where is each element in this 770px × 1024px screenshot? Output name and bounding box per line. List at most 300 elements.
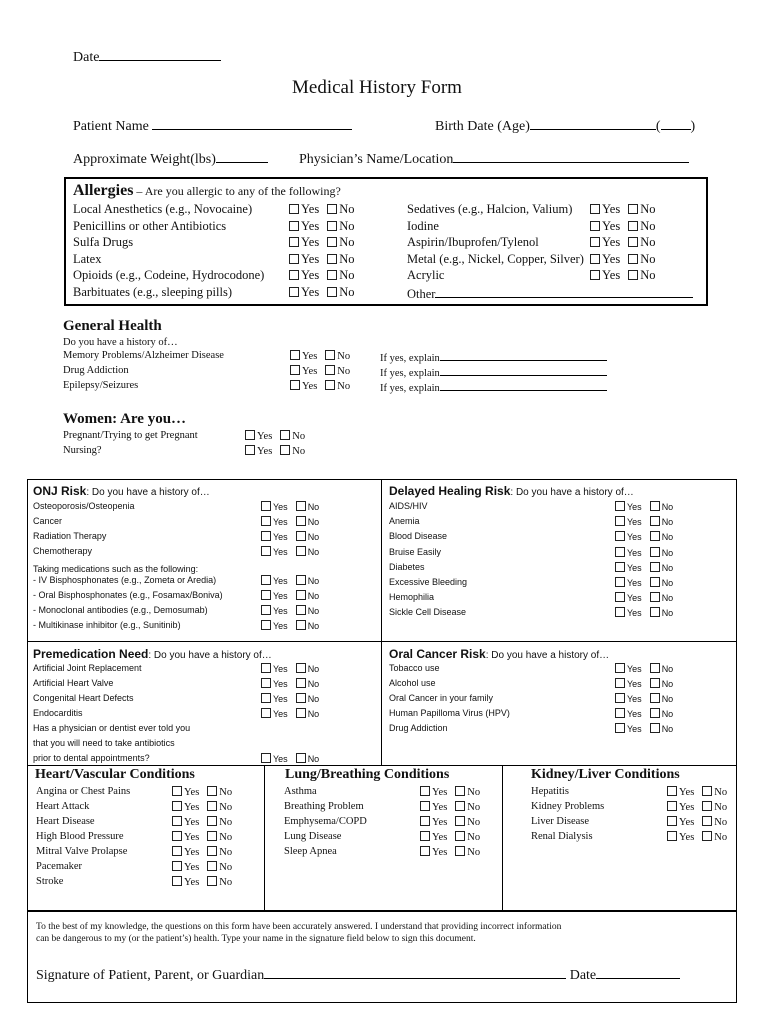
no-checkbox[interactable]	[296, 693, 306, 703]
yes-checkbox[interactable]	[172, 801, 182, 811]
no-label: No	[661, 517, 674, 528]
no-checkbox[interactable]	[650, 501, 660, 511]
lung-asthma-yes-option[interactable]	[420, 786, 447, 798]
no-checkbox[interactable]	[325, 350, 335, 360]
yes-checkbox[interactable]	[172, 861, 182, 871]
yes-label: Yes	[184, 787, 200, 798]
yes-checkbox[interactable]	[261, 501, 271, 511]
lung-title: Lung/Breathing Conditions	[285, 767, 450, 782]
yes-checkbox[interactable]	[667, 816, 677, 826]
premed-endocarditis-no-option[interactable]	[296, 708, 320, 719]
no-checkbox[interactable]	[650, 516, 660, 526]
premed-antibiotics-yes-option[interactable]	[261, 753, 288, 764]
kidney-renal-dialysis-yes-option[interactable]	[667, 831, 694, 843]
yes-checkbox[interactable]	[261, 693, 271, 703]
yes-checkbox[interactable]	[261, 575, 271, 585]
allergy-penicillins-or-other-antibiotics-yes-option[interactable]	[289, 219, 319, 234]
heart-angina-or-chest-pains-yes-option[interactable]	[172, 786, 199, 798]
no-checkbox[interactable]	[650, 723, 660, 733]
delayed-aids-hiv-no-option[interactable]	[650, 501, 674, 512]
allergy-iodine-yes-option[interactable]	[590, 219, 620, 234]
no-checkbox[interactable]	[628, 237, 638, 247]
allergy-sedatives-e-g-halcion-valium-no-option[interactable]	[628, 202, 655, 217]
delayed-excessive-bleeding-no-option[interactable]	[650, 577, 674, 588]
heart-high-blood-pressure-yes-option[interactable]	[172, 831, 199, 843]
kidney-renal-dialysis-no-option[interactable]	[702, 831, 727, 843]
oral-drug-addiction-no-option[interactable]	[650, 723, 674, 734]
no-checkbox[interactable]	[325, 365, 335, 375]
heart-stroke-no-option[interactable]	[207, 876, 232, 888]
signature-date-line[interactable]	[596, 966, 680, 979]
no-checkbox[interactable]	[702, 831, 712, 841]
no-checkbox[interactable]	[296, 575, 306, 585]
oral-oral-cancer-in-your-family-yes-no	[615, 693, 681, 704]
no-checkbox[interactable]	[296, 501, 306, 511]
no-checkbox[interactable]	[207, 846, 217, 856]
general-epilepsy-seizures-no-option[interactable]	[325, 380, 350, 392]
premed-congenital-heart-defects-no-option[interactable]	[296, 693, 320, 704]
delayed-sickle-cell-disease-no-option[interactable]	[650, 607, 674, 618]
yes-checkbox[interactable]	[172, 846, 182, 856]
general-epilepsy-seizures-yes-option[interactable]	[290, 380, 317, 392]
yes-checkbox[interactable]	[615, 723, 625, 733]
oral-tobacco-use-no-option[interactable]	[650, 663, 674, 674]
premed-endocarditis-yes-option[interactable]	[261, 708, 288, 719]
yes-checkbox[interactable]	[290, 350, 300, 360]
yes-checkbox[interactable]	[615, 663, 625, 673]
yes-checkbox[interactable]	[261, 605, 271, 615]
yes-checkbox[interactable]	[261, 590, 271, 600]
no-checkbox[interactable]	[650, 577, 660, 587]
no-checkbox[interactable]	[207, 801, 217, 811]
delayed-diabetes-no-option[interactable]	[650, 562, 674, 573]
heart-pacemaker-yes-option[interactable]	[172, 861, 199, 873]
allergy-barbituates-e-g-sleeping-pills-yes-option[interactable]	[289, 285, 319, 300]
premed-antibiotics-no-option[interactable]	[296, 753, 320, 764]
onj-cancer-yes-option[interactable]	[261, 516, 288, 527]
lung-asthma-no-option[interactable]	[455, 786, 480, 798]
yes-checkbox[interactable]	[590, 270, 600, 280]
yes-checkbox[interactable]	[290, 380, 300, 390]
onj-osteoporosis-osteopenia-no-option[interactable]	[296, 501, 320, 512]
no-checkbox[interactable]	[327, 254, 337, 264]
yes-checkbox[interactable]	[261, 620, 271, 630]
onj-med-multikinase-inhibitor-e-g-sunitinib-yes-option[interactable]	[261, 620, 288, 631]
yes-checkbox[interactable]	[172, 786, 182, 796]
no-checkbox[interactable]	[296, 663, 306, 673]
no-label: No	[219, 787, 233, 798]
kidney-kidney-problems-no-option[interactable]	[702, 801, 727, 813]
yes-checkbox[interactable]	[290, 365, 300, 375]
kidney-liver-disease-label: Liver Disease	[531, 816, 590, 827]
lung-sleep-apnea-no-option[interactable]	[455, 846, 480, 858]
no-label: No	[307, 532, 320, 542]
yes-checkbox[interactable]	[615, 531, 625, 541]
lung-lung-disease-yes-option[interactable]	[420, 831, 447, 843]
heart-heart-attack-yes-option[interactable]	[172, 801, 199, 813]
women-nursing-yes-option[interactable]	[245, 445, 272, 457]
women-pregnant-trying-to-get-pregnant-no-option[interactable]	[280, 430, 305, 442]
allergy-metal-e-g-nickel-copper-silver-no-option[interactable]	[628, 252, 655, 267]
weight-line[interactable]	[216, 150, 268, 163]
delayed-hemophilia-yes-option[interactable]	[615, 592, 642, 603]
yes-checkbox[interactable]	[590, 237, 600, 247]
onj-med-oral-bisphosphonates-e-g-fosamax-boniva-yes-option[interactable]	[261, 590, 288, 601]
heart-heart-attack-no-option[interactable]	[207, 801, 232, 813]
oral-drug-addiction-yes-option[interactable]	[615, 723, 642, 734]
signature-line[interactable]	[264, 966, 566, 979]
allergy-barbituates-e-g-sleeping-pills-no-option[interactable]	[327, 285, 354, 300]
oral-oral-cancer-in-your-family-yes-option[interactable]	[615, 693, 642, 704]
oral-tobacco-use-yes-option[interactable]	[615, 663, 642, 674]
heart-pacemaker-no-option[interactable]	[207, 861, 232, 873]
heart-stroke-yes-option[interactable]	[172, 876, 199, 888]
allergy-acrylic-no-option[interactable]	[628, 268, 655, 283]
yes-checkbox[interactable]	[261, 753, 271, 763]
allergies-title: Allergies	[73, 182, 134, 199]
no-checkbox[interactable]	[455, 846, 465, 856]
physician-field[interactable]	[299, 150, 689, 168]
lung-emphysema-copd-no-option[interactable]	[455, 816, 480, 828]
no-checkbox[interactable]	[207, 831, 217, 841]
kidney-title: Kidney/Liver Conditions	[531, 767, 680, 782]
allergy-latex-yes-option[interactable]	[289, 252, 319, 267]
delayed-anemia-no-option[interactable]	[650, 516, 674, 527]
allergy-local-anesthetics-e-g-novocaine-no-option[interactable]	[327, 202, 354, 217]
no-checkbox[interactable]	[207, 816, 217, 826]
yes-checkbox[interactable]	[420, 846, 430, 856]
premed-artificial-joint-replacement-no-option[interactable]	[296, 663, 320, 674]
onj-osteoporosis-osteopenia-yes-option[interactable]	[261, 501, 288, 512]
physician-label: Physician’s Name/Location	[299, 152, 454, 167]
kidney-hepatitis-yes-option[interactable]	[667, 786, 694, 798]
onj-med-monoclonal-antibodies-e-g-demosumab-label: - Monoclonal antibodies (e.g., Demosumab)	[33, 605, 208, 615]
no-checkbox[interactable]	[207, 786, 217, 796]
yes-checkbox[interactable]	[420, 786, 430, 796]
age-line[interactable]	[661, 117, 691, 130]
no-label: No	[219, 862, 233, 873]
allergy-sulfa-drugs-label: Sulfa Drugs	[73, 235, 134, 250]
yes-label: Yes	[184, 802, 200, 813]
yes-checkbox[interactable]	[289, 287, 299, 297]
yes-checkbox[interactable]	[261, 516, 271, 526]
explain-field[interactable]	[380, 350, 607, 364]
no-checkbox[interactable]	[650, 547, 660, 557]
onj-med-iv-bisphosphonates-e-g-zometa-or-aredia-yes-option[interactable]	[261, 575, 288, 586]
yes-checkbox[interactable]	[245, 430, 255, 440]
women-nursing-yes-no	[245, 445, 313, 457]
heart-stroke-yes-no	[172, 876, 240, 888]
no-checkbox[interactable]	[650, 607, 660, 617]
date-field[interactable]	[73, 48, 221, 66]
no-checkbox[interactable]	[650, 693, 660, 703]
onj-radiation-therapy-yes-option[interactable]	[261, 531, 288, 542]
delayed-hemophilia-no-option[interactable]	[650, 592, 674, 603]
no-checkbox[interactable]	[296, 590, 306, 600]
onj-header	[33, 482, 210, 500]
yes-checkbox[interactable]	[667, 801, 677, 811]
delayed-aids-hiv-yes-option[interactable]	[615, 501, 642, 512]
explain-line[interactable]	[440, 350, 607, 361]
no-checkbox[interactable]	[325, 380, 335, 390]
allergy-penicillins-or-other-antibiotics-label: Penicillins or other Antibiotics	[73, 218, 227, 233]
yes-checkbox[interactable]	[667, 786, 677, 796]
delayed-aids-hiv-yes-no	[615, 501, 681, 512]
yes-checkbox[interactable]	[590, 204, 600, 214]
onj-chemotherapy-no-option[interactable]	[296, 546, 320, 557]
no-checkbox[interactable]	[280, 445, 290, 455]
allergy-local-anesthetics-e-g-novocaine-yes-option[interactable]	[289, 202, 319, 217]
delayed-sickle-cell-disease-yes-option[interactable]	[615, 607, 642, 618]
onj-med-multikinase-inhibitor-e-g-sunitinib-no-option[interactable]	[296, 620, 320, 631]
allergy-sedatives-e-g-halcion-valium-label: Sedatives (e.g., Halcion, Valium)	[407, 202, 573, 216]
allergy-aspirin-ibuprofen-tylenol-yes-option[interactable]	[590, 235, 620, 250]
no-checkbox[interactable]	[650, 663, 660, 673]
no-checkbox[interactable]	[455, 786, 465, 796]
yes-checkbox[interactable]	[615, 693, 625, 703]
delayed-bruise-easily-yes-option[interactable]	[615, 547, 642, 558]
no-checkbox[interactable]	[650, 531, 660, 541]
no-label: No	[307, 547, 320, 557]
date-line[interactable]	[99, 48, 221, 61]
delayed-hemophilia-yes-no	[615, 592, 681, 603]
yes-checkbox[interactable]	[172, 816, 182, 826]
kidney-liver-disease-yes-option[interactable]	[667, 816, 694, 828]
allergy-opioids-e-g-codeine-hydrocodone-yes-option[interactable]	[289, 268, 319, 283]
oral-human-papilloma-virus-hpv-yes-option[interactable]	[615, 708, 642, 719]
no-checkbox[interactable]	[327, 204, 337, 214]
onj-med-monoclonal-antibodies-e-g-demosumab-no-option[interactable]	[296, 605, 320, 616]
allergy-iodine-no-option[interactable]	[628, 219, 655, 234]
yes-checkbox[interactable]	[289, 221, 299, 231]
no-checkbox[interactable]	[702, 816, 712, 826]
heart-heart-disease-no-option[interactable]	[207, 816, 232, 828]
general-memory-problems-alzheimer-disease-yes-option[interactable]	[290, 350, 317, 362]
allergy-other-line[interactable]	[435, 285, 693, 298]
lung-sleep-apnea-yes-option[interactable]	[420, 846, 447, 858]
no-label: No	[219, 817, 233, 828]
patient-name-field[interactable]	[73, 117, 352, 135]
explain-line[interactable]	[440, 380, 607, 391]
premed-congenital-heart-defects-yes-option[interactable]	[261, 693, 288, 704]
no-checkbox[interactable]	[628, 204, 638, 214]
delayed-bruise-easily-no-option[interactable]	[650, 547, 674, 558]
allergy-opioids-e-g-codeine-hydrocodone-no-option[interactable]	[327, 268, 354, 283]
oral-oral-cancer-in-your-family-no-option[interactable]	[650, 693, 674, 704]
allergy-sulfa-drugs-no-option[interactable]	[327, 235, 354, 250]
allergy-sulfa-drugs-yes-option[interactable]	[289, 235, 319, 250]
no-checkbox[interactable]	[455, 816, 465, 826]
heart-mitral-valve-prolapse-yes-option[interactable]	[172, 846, 199, 858]
lung-breathing-problem-yes-option[interactable]	[420, 801, 447, 813]
signature-date-label: Date	[569, 968, 597, 983]
allergy-acrylic-yes-option[interactable]	[590, 268, 620, 283]
oral-header	[389, 645, 609, 663]
allergy-aspirin-ibuprofen-tylenol-no-option[interactable]	[628, 235, 655, 250]
heart-stroke-label: Stroke	[36, 876, 64, 887]
heart-angina-or-chest-pains-no-option[interactable]	[207, 786, 232, 798]
premed-artificial-joint-replacement-yes-option[interactable]	[261, 663, 288, 674]
yes-checkbox[interactable]	[172, 831, 182, 841]
yes-label: Yes	[627, 724, 642, 734]
yes-checkbox[interactable]	[420, 831, 430, 841]
yes-checkbox[interactable]	[420, 801, 430, 811]
allergy-penicillins-or-other-antibiotics-no-option[interactable]	[327, 219, 354, 234]
risk-grid-vdivider	[381, 479, 382, 766]
lung-lung-disease-no-option[interactable]	[455, 831, 480, 843]
no-label: No	[339, 235, 355, 250]
yes-checkbox[interactable]	[615, 577, 625, 587]
heart-high-blood-pressure-no-option[interactable]	[207, 831, 232, 843]
birth-date-line[interactable]	[530, 117, 656, 130]
yes-checkbox[interactable]	[172, 876, 182, 886]
yes-checkbox[interactable]	[420, 816, 430, 826]
birth-date-field[interactable]: Birth Date (Age) ( )	[435, 119, 696, 134]
no-checkbox[interactable]	[455, 831, 465, 841]
yes-checkbox[interactable]	[615, 501, 625, 511]
no-checkbox[interactable]	[207, 861, 217, 871]
premed-artificial-heart-valve-yes-option[interactable]	[261, 678, 288, 689]
no-checkbox[interactable]	[296, 620, 306, 630]
delayed-excessive-bleeding-yes-option[interactable]	[615, 577, 642, 588]
explain-field[interactable]	[380, 365, 607, 379]
general-drug-addiction-yes-option[interactable]	[290, 365, 317, 377]
no-checkbox[interactable]	[327, 270, 337, 280]
general-memory-problems-alzheimer-disease-no-option[interactable]	[325, 350, 350, 362]
allergy-acrylic-yes-no	[590, 268, 663, 283]
yes-checkbox[interactable]	[289, 204, 299, 214]
yes-checkbox[interactable]	[615, 708, 625, 718]
yes-checkbox[interactable]	[261, 678, 271, 688]
yes-checkbox[interactable]	[289, 254, 299, 264]
heart-heart-disease-yes-option[interactable]	[172, 816, 199, 828]
weight-field[interactable]	[73, 150, 268, 168]
allergy-other-field[interactable]	[407, 285, 693, 302]
general-health-title: General Health	[63, 318, 162, 334]
onj-med-oral-bisphosphonates-e-g-fosamax-boniva-no-option[interactable]	[296, 590, 320, 601]
oral-human-papilloma-virus-hpv-no-option[interactable]	[650, 708, 674, 719]
delayed-diabetes-yes-option[interactable]	[615, 562, 642, 573]
allergy-latex-no-option[interactable]	[327, 252, 354, 267]
yes-label: Yes	[432, 802, 448, 813]
onj-med-monoclonal-antibodies-e-g-demosumab-yes-option[interactable]	[261, 605, 288, 616]
yes-label: Yes	[184, 877, 200, 888]
yes-label: Yes	[184, 862, 200, 873]
delayed-blood-disease-yes-option[interactable]	[615, 531, 642, 542]
oral-alcohol-use-yes-option[interactable]	[615, 678, 642, 689]
no-checkbox[interactable]	[327, 287, 337, 297]
no-checkbox[interactable]	[207, 876, 217, 886]
yes-checkbox[interactable]	[261, 663, 271, 673]
onj-chemotherapy-yes-option[interactable]	[261, 546, 288, 557]
physician-line[interactable]	[453, 150, 689, 163]
allergy-metal-e-g-nickel-copper-silver-yes-option[interactable]	[590, 252, 620, 267]
conditions-divider-2	[502, 765, 503, 911]
no-checkbox[interactable]	[628, 270, 638, 280]
yes-checkbox[interactable]	[667, 831, 677, 841]
no-checkbox[interactable]	[327, 237, 337, 247]
general-memory-problems-alzheimer-disease-yes-no	[290, 350, 358, 362]
no-checkbox[interactable]	[296, 678, 306, 688]
oral-alcohol-use-no-option[interactable]	[650, 678, 674, 689]
lung-breathing-problem-no-option[interactable]	[455, 801, 480, 813]
delayed-anemia-yes-option[interactable]	[615, 516, 642, 527]
allergy-opioids-e-g-codeine-hydrocodone-label: Opioids (e.g., Codeine, Hydrocodone)	[73, 268, 265, 283]
yes-checkbox[interactable]	[261, 546, 271, 556]
yes-checkbox[interactable]	[261, 708, 271, 718]
no-checkbox[interactable]	[296, 753, 306, 763]
no-checkbox[interactable]	[296, 708, 306, 718]
general-drug-addiction-no-option[interactable]	[325, 365, 350, 377]
no-label: No	[219, 847, 233, 858]
no-checkbox[interactable]	[650, 708, 660, 718]
signature-field[interactable]	[36, 966, 680, 984]
yes-label: Yes	[602, 202, 621, 216]
women-nursing-no-option[interactable]	[280, 445, 305, 457]
no-checkbox[interactable]	[650, 592, 660, 602]
premed-artificial-heart-valve-no-option[interactable]	[296, 678, 320, 689]
allergy-sedatives-e-g-halcion-valium-yes-option[interactable]	[590, 202, 620, 217]
yes-checkbox[interactable]	[289, 270, 299, 280]
women-pregnant-trying-to-get-pregnant-yes-option[interactable]	[245, 430, 272, 442]
no-checkbox[interactable]	[327, 221, 337, 231]
heart-mitral-valve-prolapse-no-option[interactable]	[207, 846, 232, 858]
yes-checkbox[interactable]	[245, 445, 255, 455]
yes-checkbox[interactable]	[590, 254, 600, 264]
no-checkbox[interactable]	[628, 254, 638, 264]
no-checkbox[interactable]	[628, 221, 638, 231]
no-checkbox[interactable]	[296, 546, 306, 556]
onj-radiation-therapy-no-option[interactable]	[296, 531, 320, 542]
lung-emphysema-copd-yes-option[interactable]	[420, 816, 447, 828]
delayed-blood-disease-no-option[interactable]	[650, 531, 674, 542]
yes-checkbox[interactable]	[615, 547, 625, 557]
kidney-kidney-problems-yes-option[interactable]	[667, 801, 694, 813]
kidney-liver-disease-no-option[interactable]	[702, 816, 727, 828]
no-checkbox[interactable]	[296, 605, 306, 615]
yes-checkbox[interactable]	[615, 607, 625, 617]
yes-checkbox[interactable]	[261, 531, 271, 541]
yes-checkbox[interactable]	[615, 562, 625, 572]
no-label: No	[661, 547, 674, 558]
delayed-excessive-bleeding-label: Excessive Bleeding	[389, 577, 468, 587]
onj-radiation-therapy-label: Radiation Therapy	[33, 531, 107, 541]
onj-med-iv-bisphosphonates-e-g-zometa-or-aredia-no-option[interactable]	[296, 575, 320, 586]
yes-checkbox[interactable]	[615, 678, 625, 688]
no-checkbox[interactable]	[702, 801, 712, 811]
explain-line[interactable]	[440, 365, 607, 376]
yes-checkbox[interactable]	[615, 516, 625, 526]
no-checkbox[interactable]	[455, 801, 465, 811]
explain-label: If yes, explain	[380, 383, 440, 394]
kidney-hepatitis-no-option[interactable]	[702, 786, 727, 798]
yes-label: Yes	[627, 709, 642, 719]
no-checkbox[interactable]	[280, 430, 290, 440]
onj-cancer-no-option[interactable]	[296, 516, 320, 527]
no-checkbox[interactable]	[296, 531, 306, 541]
premed-antibiotics-yes-no	[261, 753, 327, 764]
yes-checkbox[interactable]	[289, 237, 299, 247]
explain-field[interactable]	[380, 380, 607, 394]
yes-checkbox[interactable]	[615, 592, 625, 602]
no-checkbox[interactable]	[650, 562, 660, 572]
delayed-hemophilia-label: Hemophilia	[389, 592, 435, 603]
no-checkbox[interactable]	[650, 678, 660, 688]
no-checkbox[interactable]	[296, 516, 306, 526]
patient-name-line[interactable]	[152, 117, 352, 130]
no-checkbox[interactable]	[702, 786, 712, 796]
yes-checkbox[interactable]	[590, 221, 600, 231]
